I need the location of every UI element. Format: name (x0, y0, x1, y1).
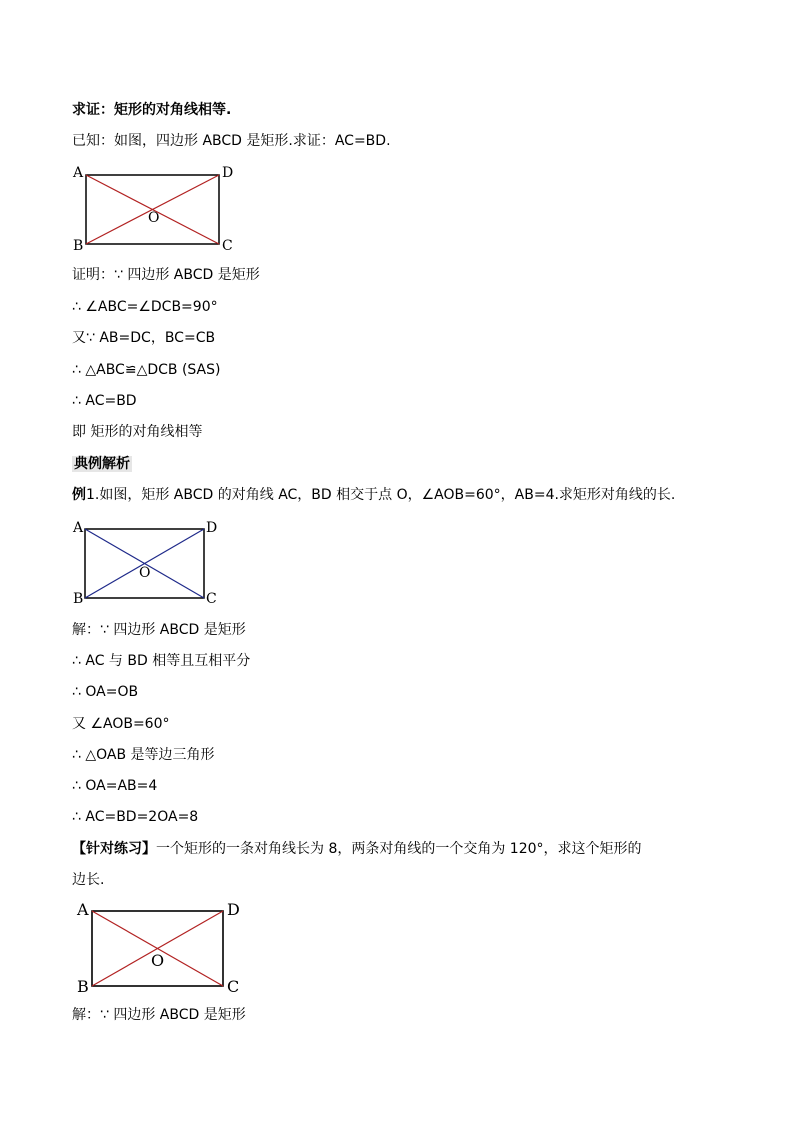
vertex-c-label: C (222, 238, 233, 254)
vertex-a-label: A (73, 520, 84, 536)
line-given: 已知：如图，四边形 ABCD 是矩形.求证：AC=BD. (72, 133, 391, 149)
center-o-label: O (151, 951, 165, 970)
center-o-label: O (148, 210, 160, 226)
line-solution-4: 又 ∠AOB=60° (72, 716, 170, 732)
line-practice: 【针对练习】一个矩形的一条对角线长为 8，两条对角线的一个交角为 120°，求这个矩形的 (72, 841, 642, 857)
line-solution-3: ∴ OA=OB (72, 684, 139, 700)
figure-rectangle-1 (70, 163, 240, 255)
line-practice-solution: 解：∵ 四边形 ABCD 是矩形 (72, 1007, 246, 1023)
vertex-d-label: D (227, 900, 240, 919)
section-heading: 典例解析 (74, 456, 130, 472)
line-proof-3: 又∵ AB=DC，BC=CB (72, 330, 216, 346)
vertex-c-label: C (227, 977, 240, 996)
vertex-b-label: B (73, 238, 84, 254)
vertex-d-label: D (206, 520, 218, 536)
vertex-b-label: B (77, 977, 89, 996)
center-o-label: O (139, 565, 151, 581)
line-proof-4: ∴ △ABC≌△DCB (SAS) (72, 362, 221, 378)
figure-rectangle-2 (70, 517, 220, 607)
figure-rectangle-3 (74, 896, 254, 1000)
line-solution-5: ∴ △OAB 是等边三角形 (72, 747, 215, 763)
vertex-b-label: B (73, 591, 84, 607)
vertex-c-label: C (206, 591, 217, 607)
line-solution-6: ∴ OA=AB=4 (72, 778, 158, 794)
line-solution-7: ∴ AC=BD=2OA=8 (72, 809, 199, 825)
line-proof-1: 证明：∵ 四边形 ABCD 是矩形 (72, 267, 260, 283)
line-proof-2: ∴ ∠ABC=∠DCB=90° (72, 299, 218, 315)
line-solution-1: 解：∵ 四边形 ABCD 是矩形 (72, 622, 246, 638)
vertex-d-label: D (222, 165, 234, 181)
line-proof-6: 即 矩形的对角线相等 (72, 424, 203, 440)
line-proof-5: ∴ AC=BD (72, 393, 137, 409)
vertex-a-label: A (77, 900, 89, 919)
vertex-a-label: A (73, 165, 84, 181)
line-example-1: 例1.如图，矩形 ABCD 的对角线 AC，BD 相交于点 O，∠AOB=60°，AB=4.求矩形对角线的长. (72, 487, 676, 503)
line-theorem: 求证：矩形的对角线相等. (72, 102, 232, 118)
line-solution-2: ∴ AC 与 BD 相等且互相平分 (72, 653, 251, 669)
line-practice-cont: 边长. (72, 872, 105, 888)
